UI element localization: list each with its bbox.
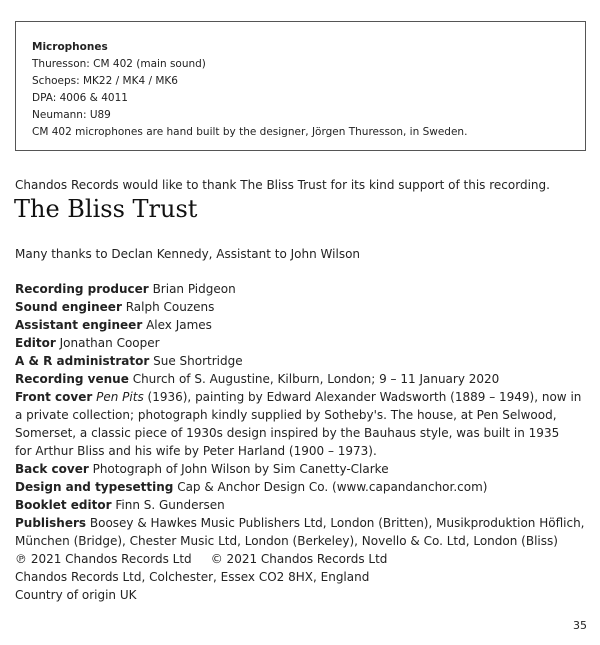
credit-value: Ralph Couzens — [125, 300, 215, 314]
address-line: Chandos Records Ltd, Colchester, Essex CO2 8HX, England — [15, 570, 370, 584]
credit-label: Design and typesetting — [15, 480, 174, 494]
microphone-note: CM 402 microphones are hand built by the designer, Jörgen Thuresson, in Sweden. — [32, 126, 468, 138]
credit-label: Sound engineer — [15, 300, 122, 314]
credit-ar-administrator — [15, 352, 575, 370]
origin-line: Country of origin UK — [15, 588, 137, 602]
credit-design — [15, 478, 575, 496]
credit-recording-venue — [15, 370, 575, 388]
credit-assistant-engineer — [15, 316, 575, 334]
credit-value: Photograph of John Wilson by Sim Canetty-Clarke — [92, 462, 389, 476]
credit-value: Boosey & Hawkes Music Publishers Ltd, London (Britten), Musikproduktion Höflich, — [89, 516, 585, 530]
credit-value: Church of S. Augustine, Kilburn, London; 9 – 11 January 2020 — [132, 372, 500, 386]
credit-front-cover-continued: for Arthur Bliss and his wife by Peter Harland (1900 – 1973). — [15, 444, 377, 458]
credit-back-cover — [15, 460, 575, 478]
credit-value: Brian Pidgeon — [152, 282, 236, 296]
credit-label: Front cover — [15, 390, 93, 404]
credit-value: Sue Shortridge — [153, 354, 243, 368]
credit-label: Booklet editor — [15, 498, 112, 512]
credit-value: Finn S. Gundersen — [115, 498, 225, 512]
credit-label: Back cover — [15, 462, 89, 476]
microphone-line: DPA: 4006 & 4011 — [32, 92, 128, 104]
credit-publishers-continued: München (Bridge), Chester Music Ltd, London (Berkeley), Novello & Co. Ltd, London (Bliss) — [15, 534, 558, 548]
credit-front-cover-continued: a private collection; photograph kindly supplied by Sotheby's. The house, at Pen Selwood, — [15, 408, 557, 422]
credits-list — [15, 280, 585, 604]
credit-value: Cap & Anchor Design Co. (www.capandanchor.com) — [177, 480, 488, 494]
credit-label: Editor — [15, 336, 56, 350]
credit-label: Assistant engineer — [15, 318, 143, 332]
credit-label: Recording producer — [15, 282, 149, 296]
credit-editor — [15, 334, 575, 352]
trust-title: The Bliss Trust — [14, 195, 198, 223]
credit-booklet-editor — [15, 496, 575, 514]
credit-label: A & R administrator — [15, 354, 150, 368]
microphone-line: Neumann: U89 — [32, 109, 111, 121]
credit-sound-engineer — [15, 298, 575, 316]
credit-front-cover — [15, 388, 582, 406]
microphones-heading: Microphones — [32, 41, 108, 53]
credit-label: Publishers — [15, 516, 87, 530]
microphone-line: Schoeps: MK22 / MK4 / MK6 — [32, 75, 178, 87]
credit-recording-producer — [15, 280, 575, 298]
credit-publishers — [15, 514, 585, 532]
credit-front-cover-continued: Somerset, a classic piece of 1930s design inspired by the Bauhaus style, was built in 1935 — [15, 426, 560, 440]
credit-value: Jonathan Cooper — [59, 336, 160, 350]
page-number: 35 — [573, 619, 587, 632]
copyright-line: ℗ 2021 Chandos Records Ltd © 2021 Chandos Records Ltd — [15, 552, 388, 566]
microphone-line: Thuresson: CM 402 (main sound) — [32, 58, 206, 70]
credit-value: Alex James — [146, 318, 212, 332]
microphones-box — [15, 21, 586, 151]
credit-value: (1936), painting by Edward Alexander Wadsworth (1889 – 1949), now in — [147, 390, 582, 404]
credit-label: Recording venue — [15, 372, 129, 386]
painting-title: Pen Pits — [96, 390, 144, 404]
thanks-text: Chandos Records would like to thank The Bliss Trust for its kind support of this recording. — [15, 178, 550, 192]
assistant-thanks: Many thanks to Declan Kennedy, Assistant to John Wilson — [15, 247, 361, 261]
